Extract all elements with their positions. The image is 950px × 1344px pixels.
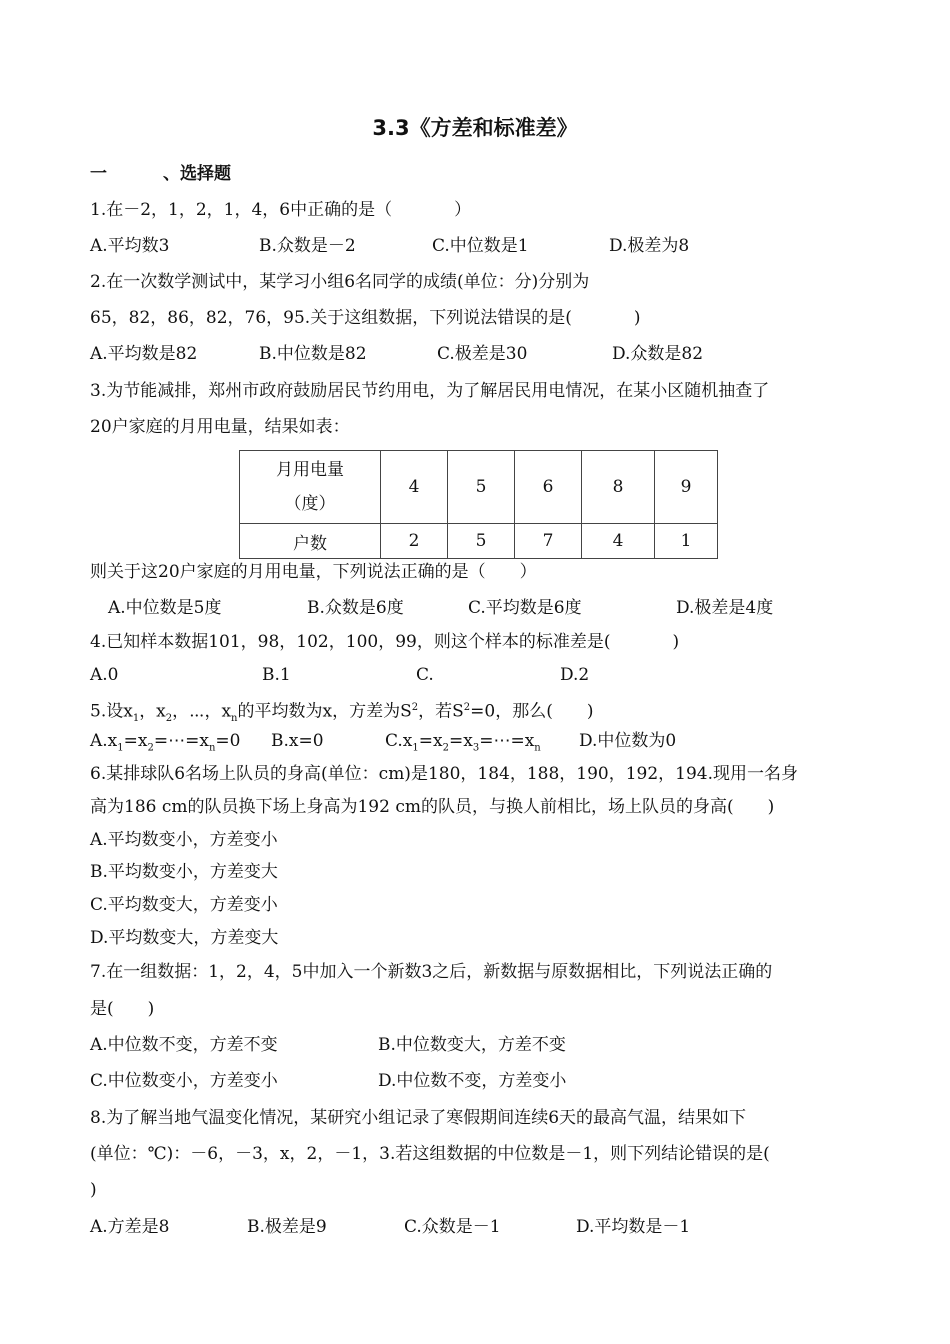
q5c-sub: 1 xyxy=(412,742,419,754)
q5a-part: =⋯=x xyxy=(153,731,209,751)
q4-option-c: C. xyxy=(416,665,434,685)
table-cell: 4 xyxy=(582,524,655,559)
q6-option-a: A.平均数变小，方差变小 xyxy=(90,830,278,850)
q5-option-b: B.x=0 xyxy=(271,731,324,751)
question-8-line-2: (单位：℃)：－6，－3，x，2，－1，3.若这组数据的中位数是－1，则下列结论错误的是( xyxy=(90,1144,770,1164)
q2-option-d: D.众数是82 xyxy=(612,344,704,364)
question-3-after: 则关于这20户家庭的月用电量，下列说法正确的是（ ） xyxy=(90,562,537,582)
q5-text: ，若S xyxy=(418,701,464,722)
table-cell: 4 xyxy=(381,451,448,524)
question-8-line-3: ) xyxy=(90,1180,97,1200)
q4-close: ) xyxy=(672,632,680,652)
q2-line2-text: 65，82，86，82，76，95.关于这组数据，下列说法错误的是( xyxy=(90,308,572,328)
table-cell: 7 xyxy=(515,524,582,559)
q5-text: ，x xyxy=(139,701,166,722)
q8-option-a: A.方差是8 xyxy=(90,1217,170,1237)
q1-text: 1.在－2，1，2，1，4，6中正确的是（ xyxy=(90,200,393,220)
page-title: 3.3《方差和标准差》 xyxy=(372,116,578,140)
question-5 xyxy=(90,696,593,731)
q5c-part: C.x xyxy=(385,731,413,751)
q5-text: =0，那么( ) xyxy=(470,701,594,722)
question-2-line-1: 2.在一次数学测试中，某学习小组6名同学的成绩(单位：分)分别为 xyxy=(90,272,590,292)
q5a-sub: n xyxy=(208,742,216,754)
q4-option-a: A.0 xyxy=(90,665,119,685)
question-1 xyxy=(90,198,471,222)
q5-option-c xyxy=(385,729,541,760)
q5a-part: A.x xyxy=(90,731,118,751)
q6-option-b: B.平均数变小，方差变大 xyxy=(90,862,278,882)
q2-close: ) xyxy=(633,308,641,328)
question-4 xyxy=(90,630,679,654)
table-cell: 8 xyxy=(582,451,655,524)
q5-subscript: 1 xyxy=(132,713,140,725)
q8-option-c: C.众数是－1 xyxy=(404,1217,501,1237)
q3-option-b: B.众数是6度 xyxy=(307,598,404,618)
q4-text: 4.已知样本数据101，98，102，100，99，则这个样本的标准差是( xyxy=(90,632,611,652)
q2-option-a: A.平均数是82 xyxy=(90,344,198,364)
table-header-usage-line1: 月用电量 xyxy=(276,460,344,480)
q5a-part: =x xyxy=(123,731,148,751)
q5a-sub: 2 xyxy=(147,742,154,754)
question-6-line-2: 高为186 cm的队员换下场上身高为192 cm的队员，与换人前相比，场上队员的身高( ) xyxy=(90,797,775,817)
q5c-part: =⋯=x xyxy=(479,731,535,751)
question-7-line-1: 7.在一组数据：1，2，4，5中加入一个新数3之后，新数据与原数据相比，下列说法正确的 xyxy=(90,962,773,982)
q7-option-b: B.中位数变大，方差不变 xyxy=(378,1035,566,1055)
table-header-households: 户数 xyxy=(240,524,381,559)
q1-option-c: C.中位数是1 xyxy=(432,236,529,256)
q5-subscript: 2 xyxy=(165,713,173,725)
q1-option-d: D.极差为8 xyxy=(609,236,690,256)
q5c-part: =x xyxy=(418,731,443,751)
table-cell: 2 xyxy=(381,524,448,559)
table-cell: 5 xyxy=(448,451,515,524)
section-heading xyxy=(90,162,231,186)
q5c-part: =x xyxy=(449,731,473,751)
q1-option-b: B.众数是－2 xyxy=(259,236,356,256)
table-cell: 9 xyxy=(655,451,718,524)
table-cell: 6 xyxy=(515,451,582,524)
q5c-sub: 2 xyxy=(442,742,449,754)
q5-option-d: D.中位数为0 xyxy=(579,731,677,751)
electricity-table xyxy=(239,450,718,559)
table-cell: 5 xyxy=(448,524,515,559)
q4-option-b: B.1 xyxy=(262,665,291,685)
q5-text: 的平均数为x，方差为S xyxy=(237,701,412,722)
q3-option-a: A.中位数是5度 xyxy=(108,598,222,618)
question-3-line-2: 20户家庭的月用电量，结果如表： xyxy=(90,417,350,437)
q7-option-c: C.中位数变小，方差变小 xyxy=(90,1071,278,1091)
q1-option-a: A.平均数3 xyxy=(90,236,170,256)
q6-option-c: C.平均数变大，方差变小 xyxy=(90,895,278,915)
table-header-usage-line2: （度） xyxy=(284,494,336,514)
q5-option-a xyxy=(90,729,240,760)
q2-option-b: B.中位数是82 xyxy=(259,344,367,364)
question-7-line-2: 是( ) xyxy=(90,999,155,1019)
q2-option-c: C.极差是30 xyxy=(437,344,528,364)
q5a-sub: 1 xyxy=(117,742,124,754)
q1-close: ） xyxy=(454,200,472,220)
q5c-sub: n xyxy=(534,742,541,754)
q5-superscript: 2 xyxy=(411,702,419,713)
table-cell: 1 xyxy=(655,524,718,559)
q8-option-d: D.平均数是－1 xyxy=(576,1217,691,1237)
q5-text: 5.设x xyxy=(90,701,133,722)
q4-option-d: D.2 xyxy=(560,665,590,685)
q8-option-b: B.极差是9 xyxy=(247,1217,327,1237)
question-2-line-2 xyxy=(90,306,640,330)
q5-superscript: 2 xyxy=(463,702,471,713)
question-3-line-1: 3.为节能减排，郑州市政府鼓励居民节约用电，为了解居民用电情况，在某小区随机抽查了 xyxy=(90,381,770,401)
question-8-line-1: 8.为了解当地气温变化情况，某研究小组记录了寒假期间连续6天的最高气温，结果如下 xyxy=(90,1108,747,1128)
q3-option-c: C.平均数是6度 xyxy=(468,598,582,618)
q7-option-a: A.中位数不变，方差不变 xyxy=(90,1035,278,1055)
section-number: 一 xyxy=(90,164,107,184)
q5-text: ，⋯，x xyxy=(172,701,232,722)
q3-option-d: D.极差是4度 xyxy=(676,598,774,618)
q5c-sub: 3 xyxy=(472,742,480,754)
question-6-line-1: 6.某排球队6名场上队员的身高(单位：cm)是180，184，188，190，192，194.现用一名身 xyxy=(90,764,799,784)
q5a-part: =0 xyxy=(215,731,241,751)
q5-subscript: n xyxy=(231,713,238,725)
section-label: 、选择题 xyxy=(163,164,231,184)
table-header-usage xyxy=(240,451,381,524)
q7-option-d: D.中位数不变，方差变小 xyxy=(378,1071,567,1091)
q6-option-d: D.平均数变大，方差变大 xyxy=(90,928,279,948)
